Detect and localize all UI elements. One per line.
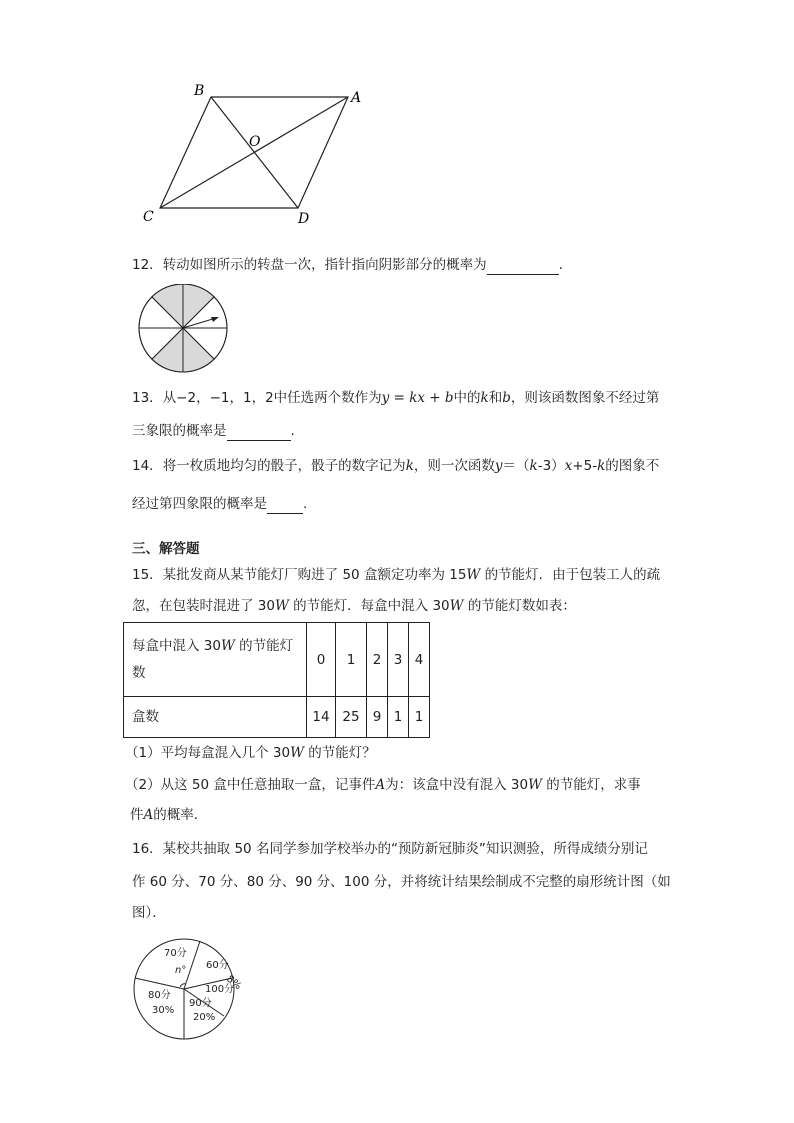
question-12 <box>132 255 572 275</box>
question-16-line1: 16．某校共抽取 50 名同学参加学校举办的“预防新冠肺炎”知识测验，所得成绩分别记 <box>132 841 648 857</box>
question-16-line2: 作 60 分、70 分、80 分、90 分、100 分，并将统计结果绘制成不完整的扇形统计图（如 <box>132 874 671 890</box>
q13-and: 和 <box>488 390 503 406</box>
q15-w-5: W <box>528 777 542 793</box>
slice-label-100: 100分 <box>205 984 235 995</box>
q12-answer-blank[interactable] <box>487 259 559 275</box>
q15-sub2-text-5: 的概率． <box>153 807 208 823</box>
question-13 <box>132 388 659 408</box>
question-14-line2 <box>132 494 307 514</box>
q15-sub2-text-4: 件 <box>130 807 144 823</box>
question-15-line2 <box>132 596 576 616</box>
q15-a-2: A <box>143 807 154 823</box>
q15-w-4: W <box>290 745 304 761</box>
table-row-counts <box>124 623 430 697</box>
question-15-sub1 <box>125 743 376 763</box>
q14-end: . <box>303 496 308 512</box>
table-header-cell <box>124 623 307 697</box>
q13-text-1: 从−2，−1，1，2中任选两个数作为 <box>162 390 382 406</box>
q12-end: ． <box>558 257 573 273</box>
q13-end: . <box>290 423 295 439</box>
table-cell: 1 <box>336 623 367 697</box>
question-15-sub2-line2 <box>130 805 207 825</box>
q14-text-4: -3） <box>537 458 565 474</box>
q14-text-3: ＝（ <box>502 458 530 474</box>
table-cell: 2 <box>367 623 388 697</box>
q12-text: 转动如图所示的转盘一次，指针指向阴影部分的概率为 <box>162 257 487 273</box>
q14-k-3: k <box>597 458 606 474</box>
question-16-line3: 图）． <box>132 905 166 921</box>
table-header-text-3: 数 <box>132 664 146 681</box>
q14-number: 14． <box>132 458 163 474</box>
q14-text-1: 将一枚质地均匀的骰子，骰子的数字记为 <box>162 458 406 474</box>
slice-value-20: 20% <box>193 1012 216 1023</box>
table-header-text-2: 的节能灯 <box>234 637 294 654</box>
q14-k: k <box>405 458 414 474</box>
table-cell: 1 <box>388 697 409 738</box>
q14-answer-blank[interactable] <box>267 498 303 514</box>
q14-text-7: 经过第四象限的概率是 <box>132 496 267 512</box>
q13-k: k <box>480 390 489 406</box>
question-14 <box>132 456 659 476</box>
table-row-boxes <box>124 697 430 738</box>
slice-value-30: 30% <box>152 1005 175 1016</box>
q15-sub2-text-2: 为：该盒中没有混入 30 <box>385 777 529 793</box>
q15-text-2: 的节能灯．由于包装工人的疏 <box>480 567 661 583</box>
slice-label-90: 90分 <box>189 998 212 1009</box>
q13-text-3: ，则该函数图象不经过第 <box>510 390 660 406</box>
q14-x: x <box>564 458 573 474</box>
table-row-label: 盒数 <box>124 697 307 738</box>
spinner-figure <box>136 284 232 374</box>
question-15 <box>132 565 660 585</box>
slice-label-70: 70分 <box>164 948 187 959</box>
section-heading: 三、解答题 <box>132 541 200 557</box>
rhombus-figure <box>130 75 380 235</box>
q15-text-5: 的节能灯数如表： <box>463 598 576 614</box>
vertex-label-b: B <box>194 83 205 99</box>
q15-text-3: 忽，在包装时混进了 30 <box>132 598 275 614</box>
vertex-label-a: A <box>351 90 362 106</box>
q13-number: 13． <box>132 390 163 406</box>
q13-text-4: 三象限的概率是 <box>132 423 227 439</box>
slice-label-60: 60分 <box>206 960 229 971</box>
slice-value-8: 8% <box>224 973 244 993</box>
table-cell: 9 <box>367 697 388 738</box>
q14-y: y <box>494 458 503 474</box>
table-cell: 3 <box>388 623 409 697</box>
q15-text-4: 的节能灯．每盒中混入 30 <box>288 598 450 614</box>
table-cell: 1 <box>409 697 430 738</box>
question-13-line2 <box>132 421 295 441</box>
vertex-label-c: C <box>143 209 154 225</box>
table-cell: 0 <box>307 623 336 697</box>
table-header-text-1: 每盒中混入 30 <box>132 637 221 654</box>
q15-sub1-text-2: 的节能灯？ <box>303 745 376 761</box>
angle-label-n: n° <box>175 965 187 976</box>
q15-w-1: W <box>466 567 481 583</box>
q13-text-2: 中的 <box>453 390 481 406</box>
q15-text-1: 15．某批发商从某节能灯厂购进了 50 盒额定功率为 15 <box>132 567 467 583</box>
q15-sub1-text-1: （1）平均每盒混入几个 30 <box>125 745 291 761</box>
question-15-sub2 <box>125 775 641 795</box>
q13-formula: y = kx + b <box>381 390 454 406</box>
q15-w-2: W <box>274 598 289 614</box>
bulb-table <box>123 622 430 738</box>
vertex-label-d: D <box>298 211 310 227</box>
q15-sub2-text-1: （2）从这 50 盒中任意抽取一盒，记事件 <box>125 777 376 793</box>
score-pie-chart <box>128 938 253 1042</box>
q12-number: 12． <box>132 257 163 273</box>
q14-text-6: 的图象不 <box>605 458 660 474</box>
center-label-o: O <box>249 134 261 150</box>
slice-label-80: 80分 <box>148 990 171 1001</box>
q15-sub2-text-3: 的节能灯，求事 <box>541 777 641 793</box>
table-cell: 25 <box>336 697 367 738</box>
q14-k-2: k <box>529 458 538 474</box>
q15-a-1: A <box>375 777 386 793</box>
q14-text-5: +5- <box>572 458 598 474</box>
table-cell: 14 <box>307 697 336 738</box>
q15-w-3: W <box>449 598 464 614</box>
q13-b: b <box>502 390 511 406</box>
diagonal-ca <box>160 97 348 208</box>
table-cell: 4 <box>409 623 430 697</box>
q14-text-2: ，则一次函数 <box>413 458 495 474</box>
q13-answer-blank[interactable] <box>227 425 291 441</box>
table-header-w: W <box>220 637 235 654</box>
